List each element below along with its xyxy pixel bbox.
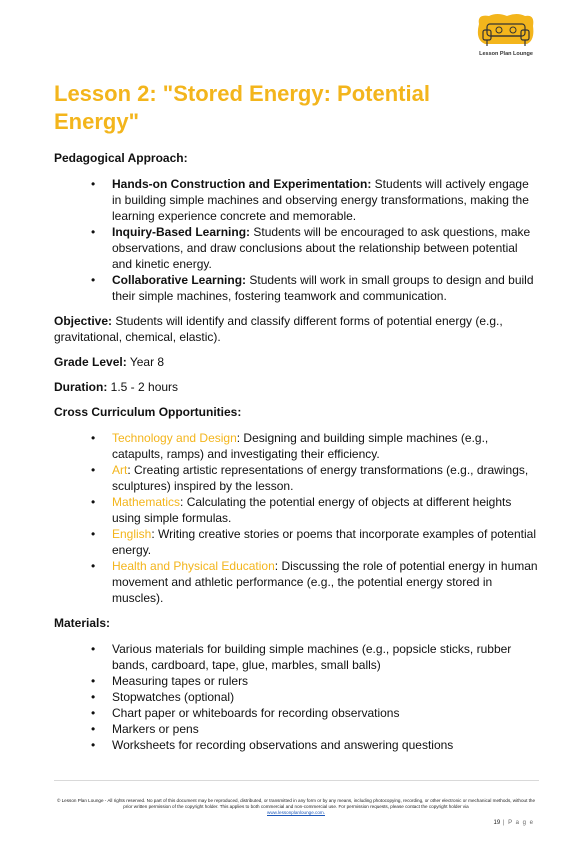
grade-label: Grade Level: xyxy=(54,355,127,369)
footer-divider xyxy=(54,780,539,781)
list-item: • Chart paper or whiteboards for recording observations xyxy=(54,705,538,721)
subject-label: Art xyxy=(112,463,128,477)
page-title: Lesson 2: "Stored Energy: Potential Energy" xyxy=(54,81,430,134)
list-item: • Worksheets for recording observations and answering questions xyxy=(54,737,538,753)
materials-list xyxy=(54,641,538,753)
item-text: : Writing creative stories or poems that incorporate examples of potential energy. xyxy=(112,527,536,557)
list-item xyxy=(54,462,538,494)
list-item: • Various materials for building simple machines (e.g., popsicle sticks, rubber bands, cardboard, tape, glue, marbles, small balls) xyxy=(54,641,538,673)
sofa-icon xyxy=(473,10,539,52)
objective-label: Objective: xyxy=(54,314,113,328)
item-term: Collaborative Learning: xyxy=(112,273,247,287)
objective-text: Students will identify and classify different forms of potential energy (e.g., gravitational, chemical, elastic). xyxy=(54,314,503,344)
item-term: Hands-on Construction and Experimentation: xyxy=(112,177,372,191)
page-label: | P a g e xyxy=(500,820,534,826)
website-link[interactable]: www.lessonplanlounge.com. xyxy=(267,810,325,815)
page-number xyxy=(494,820,535,826)
cross-curriculum-list xyxy=(54,430,538,606)
list-item: • Stopwatches (optional) xyxy=(54,689,538,705)
item-text: Students will work in small groups to design and build their simple machines, fostering teamwork and communication. xyxy=(112,273,534,303)
subject-label: Technology and Design xyxy=(112,431,237,445)
list-item xyxy=(54,558,538,606)
subject-label: English xyxy=(112,527,152,541)
item-text: Students will be encouraged to ask questions, make observations, and draw conclusions about the relationship between potential and kinetic energy. xyxy=(112,225,531,271)
item-text: : Calculating the potential energy of objects at different heights using simple formulas. xyxy=(112,495,512,525)
duration-label: Duration: xyxy=(54,380,108,394)
subject-label: Health and Physical Education xyxy=(112,559,275,573)
list-item: • Measuring tapes or rulers xyxy=(54,673,538,689)
subject-label: Mathematics xyxy=(112,495,181,509)
item-term: Inquiry-Based Learning: xyxy=(112,225,251,239)
duration-paragraph xyxy=(54,379,538,395)
list-item xyxy=(54,430,538,462)
lesson-content xyxy=(54,150,538,762)
pedagogical-heading: Pedagogical Approach: xyxy=(54,151,188,165)
cross-curriculum-heading: Cross Curriculum Opportunities: xyxy=(54,405,242,419)
item-text: : Designing and building simple machines (e.g., catapults, ramps) and investigating their efficiency. xyxy=(112,431,489,461)
list-item xyxy=(54,272,538,304)
lesson-plan-lounge-logo xyxy=(473,10,539,62)
page-number-value: 19 xyxy=(493,820,501,826)
list-item: • Markers or pens xyxy=(54,721,538,737)
list-item xyxy=(54,526,538,558)
item-text: : Creating artistic representations of energy transformations (e.g., drawings, sculptures) inspired by the lesson. xyxy=(112,463,529,493)
list-item xyxy=(54,176,538,224)
item-text: : Discussing the role of potential energy in human movement and athletic performance (e.g., the potential energy stored in muscles). xyxy=(112,559,538,605)
item-text: Students will actively engage in building simple machines and observing energy transformations, making the learning experience concrete and memorable. xyxy=(112,177,529,223)
list-item xyxy=(54,494,538,526)
copyright-notice xyxy=(54,798,538,816)
list-item xyxy=(54,224,538,272)
logo-text: Lesson Plan Lounge xyxy=(479,51,533,57)
materials-heading: Materials: xyxy=(54,616,111,630)
grade-text: Year 8 xyxy=(126,355,165,369)
pedagogical-list xyxy=(54,176,538,304)
grade-paragraph xyxy=(54,354,538,370)
objective-paragraph xyxy=(54,313,538,345)
duration-text: 1.5 - 2 hours xyxy=(107,380,179,394)
copyright-text: © Lesson Plan Lounge - All rights reserved. No part of this document may be reproduced, distributed, or transmitted in any form or by any means, including photocopying, recording, or other electronic or mechanical methods, without the prior written permission of the copyright holder. This applies to both commercial and non-commercial use. For permission requests, please contact the copyright holder via xyxy=(56,798,536,809)
